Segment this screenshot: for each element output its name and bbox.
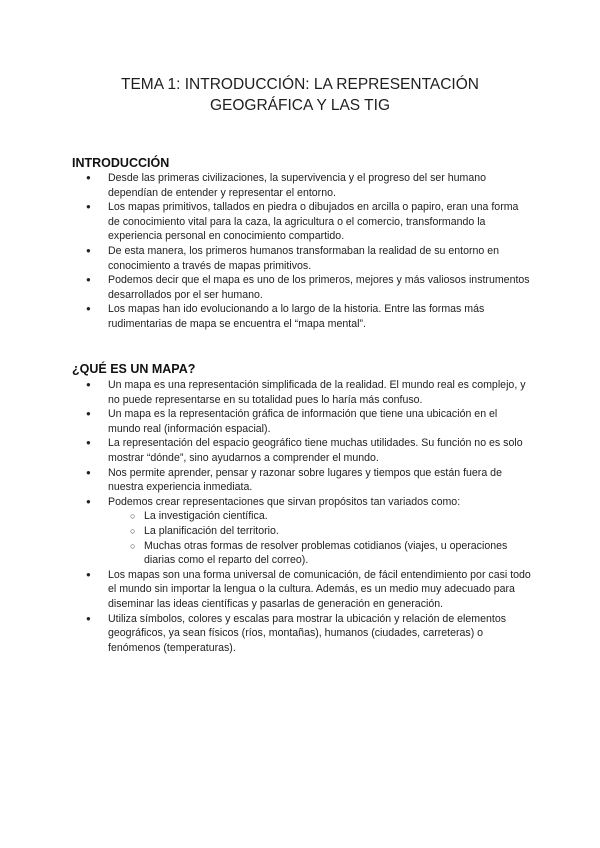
bullet-list <box>72 171 532 332</box>
section-heading: INTRODUCCIÓN <box>72 156 170 170</box>
list-item-text: Podemos crear representaciones que sirvan propósitos tan variados como: <box>108 495 461 508</box>
bullet-list <box>72 378 532 655</box>
sub-list-item: ○ Muchas otras formas de resolver problemas cotidianos (viajes, u operaciones diarias como el reparto del correo). <box>108 539 532 568</box>
list-item: ● Un mapa es la representación gráfica de información que tiene una ubicación en el mundo real (información espacial). <box>72 407 532 436</box>
sub-list-item: ○ La planificación del territorio. <box>108 524 532 539</box>
list-item: ● La representación del espacio geográfico tiene muchas utilidades. Su función no es solo mostrar “dónde”, sino ayudarnos a comprender el mundo. <box>72 436 532 465</box>
sub-list-item: ○ La investigación científica. <box>108 509 532 524</box>
title-line-1: TEMA 1: INTRODUCCIÓN: LA REPRESENTACIÓN <box>121 76 479 93</box>
document-title <box>60 74 540 116</box>
section-heading: ¿QUÉ ES UN MAPA? <box>72 362 196 376</box>
sub-bullet-list <box>108 509 532 567</box>
list-item: ● Los mapas han ido evolucionando a lo largo de la historia. Entre las formas más rudimentarias de mapa se encuentra el “mapa mental”. <box>72 302 532 331</box>
list-item: ● Podemos decir que el mapa es uno de los primeros, mejores y más valiosos instrumentos desarrollados por el ser humano. <box>72 273 532 302</box>
list-item: ● De esta manera, los primeros humanos transformaban la realidad de su entorno en conocimiento a través de mapas primitivos. <box>72 244 532 273</box>
list-item: ● Los mapas primitivos, tallados en piedra o dibujados en arcilla o papiro, eran una forma de conocimiento vital para la caza, la agricultura o el comercio, transformando la experiencia personal en conocimiento compartido. <box>72 200 532 244</box>
section-introduccion <box>72 156 532 332</box>
title-line-2: GEOGRÁFICA Y LAS TIG <box>209 97 391 114</box>
list-item: ● Desde las primeras civilizaciones, la supervivencia y el progreso del ser humano dependían de entender y representar el entorno. <box>72 171 532 200</box>
list-item: ● Un mapa es una representación simplificada de la realidad. El mundo real es complejo, y no puede representarse en su totalidad pues lo haría más confuso. <box>72 378 532 407</box>
list-item-with-sublist <box>72 495 532 568</box>
section-que-es-un-mapa <box>72 362 532 655</box>
list-item: ● Nos permite aprender, pensar y razonar sobre lugares y tiempos que están fuera de nuestra experiencia inmediata. <box>72 466 532 495</box>
list-item: ● Utiliza símbolos, colores y escalas para mostrar la ubicación y relación de elementos geográficos, ya sean físicos (ríos, montañas), humanos (ciudades, carreteras) o fenómenos (temperaturas). <box>72 612 532 656</box>
list-item: ● Los mapas son una forma universal de comunicación, de fácil entendimiento por casi todo el mundo sin importar la lengua o la cultura. Además, es un medio muy adecuado para diseminar las ideas científicas y pasarlas de generación en generación. <box>72 568 532 612</box>
